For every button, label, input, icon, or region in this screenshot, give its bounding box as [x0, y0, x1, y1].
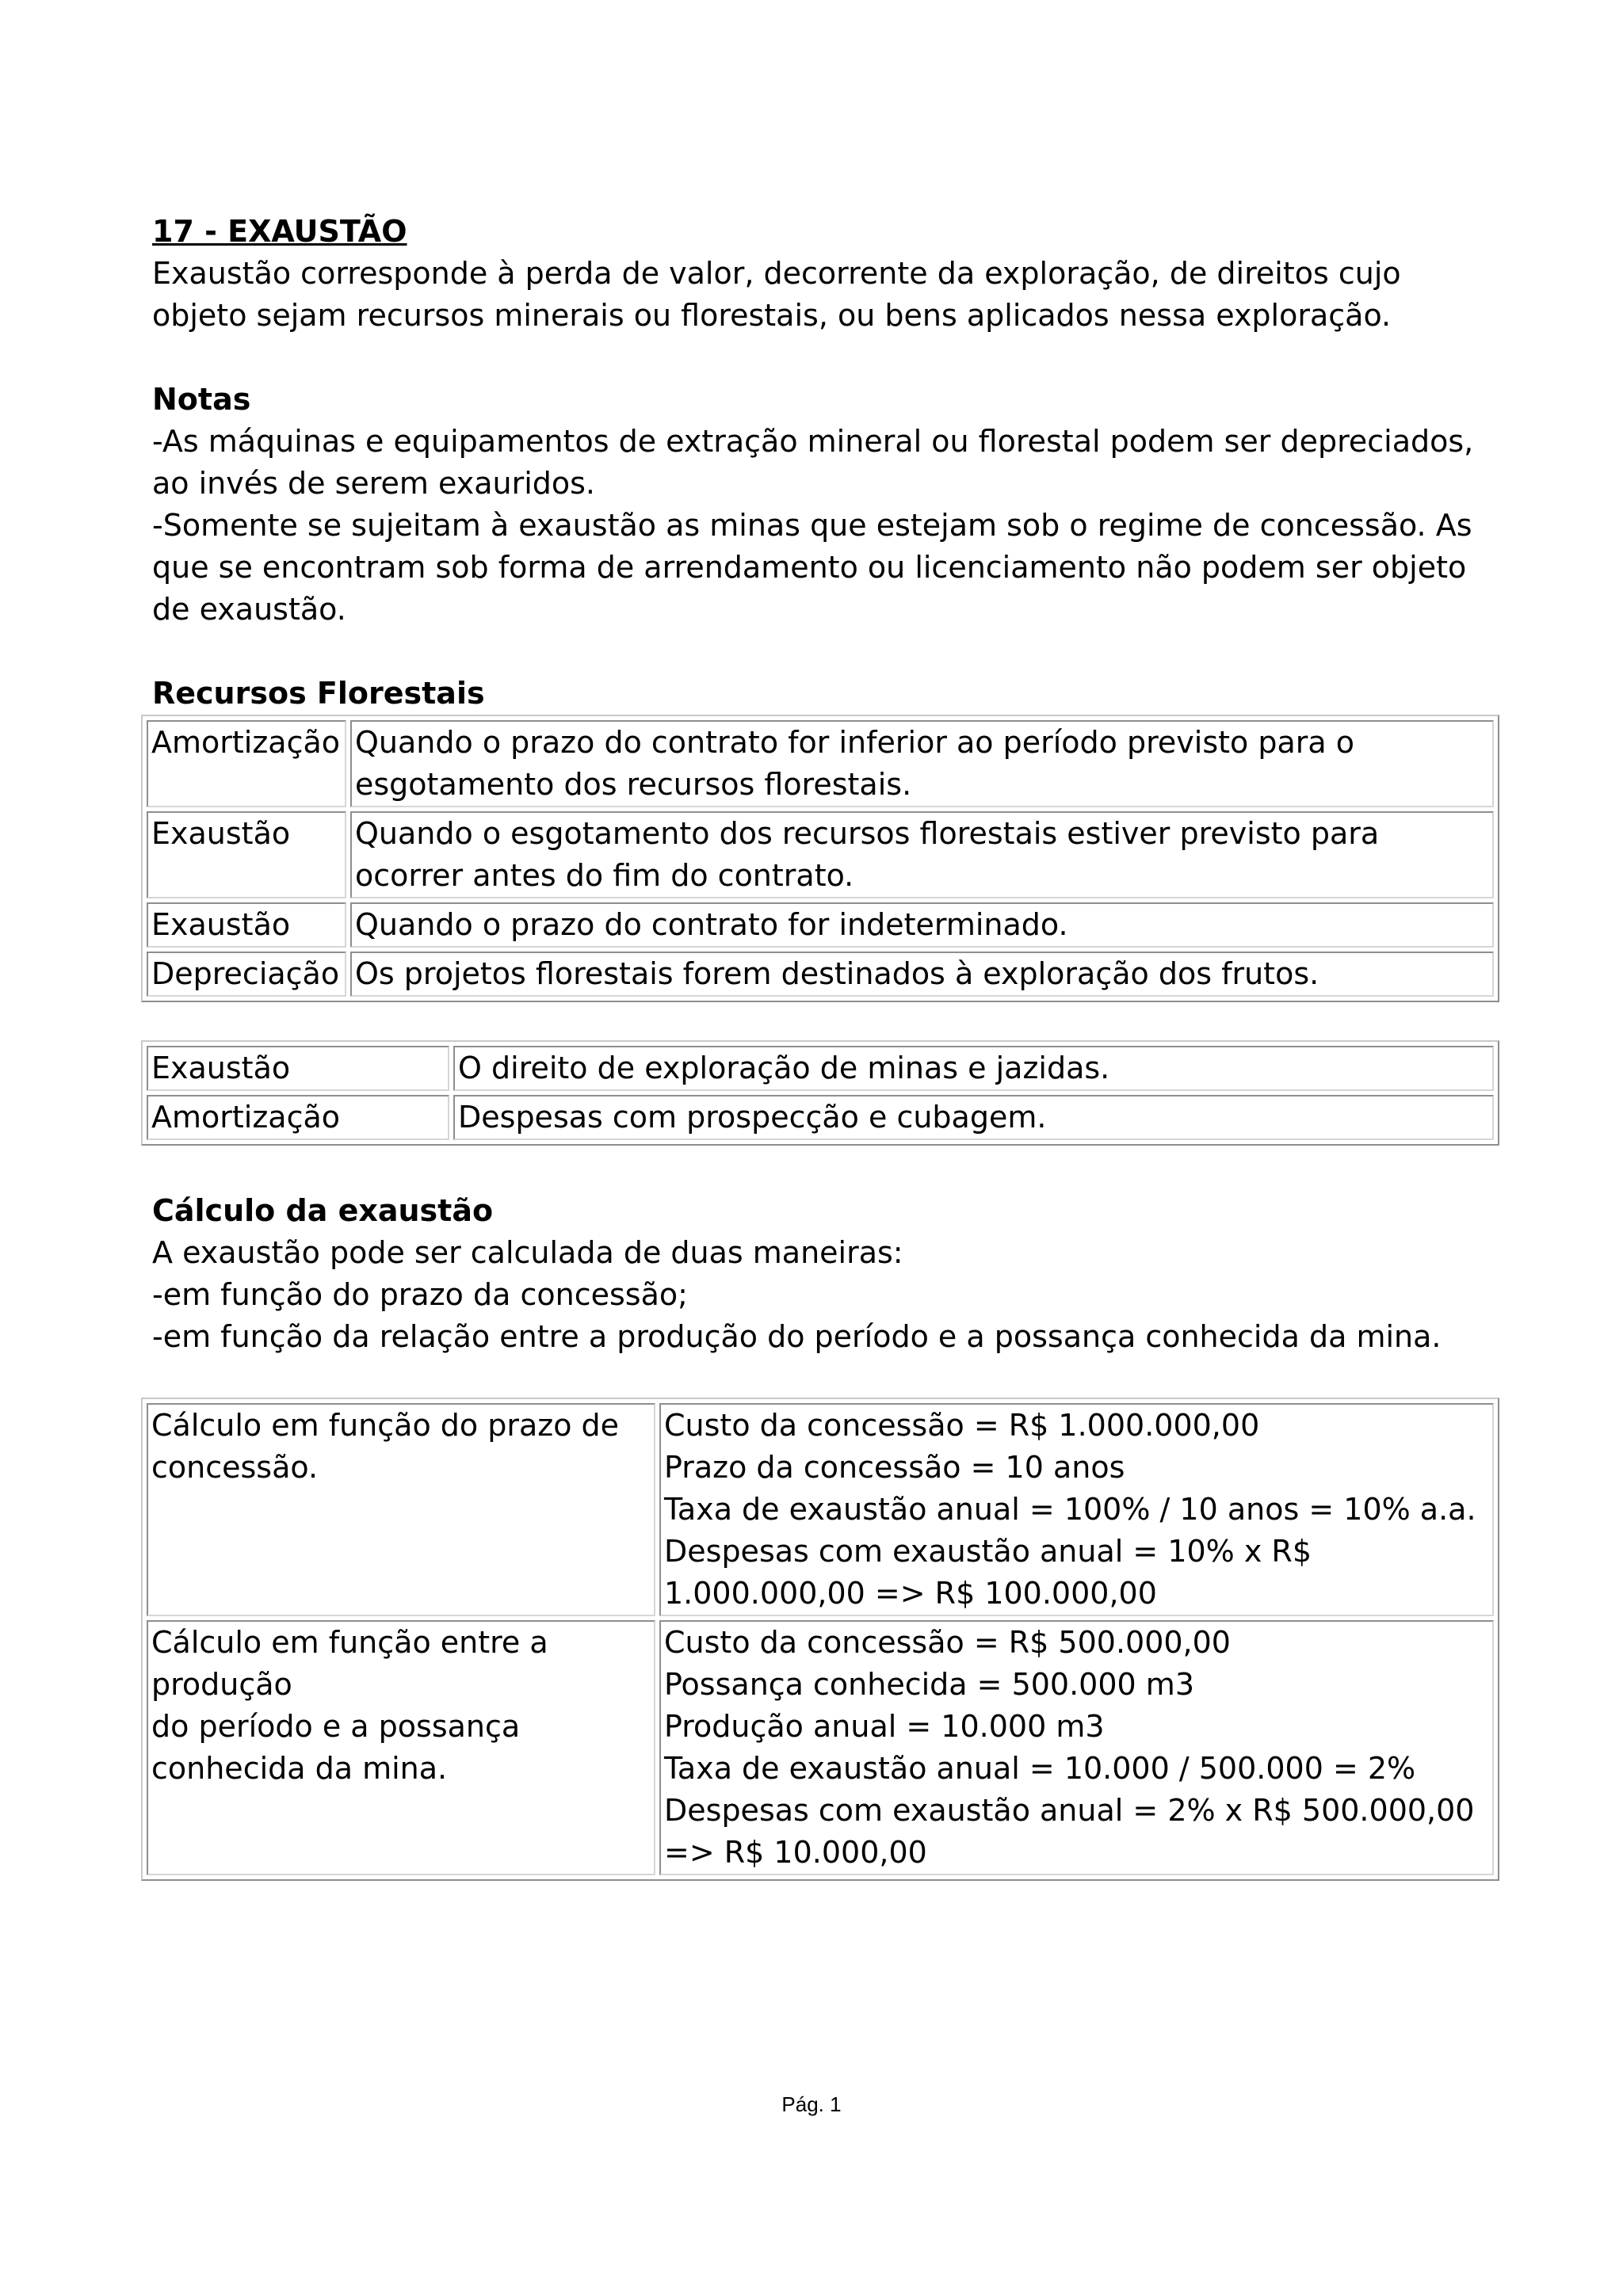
calculation-line: Possança conhecida = 500.000 m3 [664, 1667, 1194, 1702]
table-cell-method [147, 1403, 655, 1616]
calculation-line: Custo da concessão = R$ 1.000.000,00 [664, 1408, 1260, 1443]
calculation-line: Despesas com exaustão anual = 2% x R$ 500.000,00 => R$ 10.000,00 [664, 1793, 1475, 1870]
table-cell-term: Exaustão [147, 1046, 449, 1091]
table-cell-term: Amortização [147, 1095, 449, 1140]
nota-item: -Somente se sujeitam à exaustão as minas que estejam sob o regime de concessão. As que se encontram sob forma de arrendamento ou licenciamento não podem ser objeto de exaustão. [152, 508, 1472, 627]
method-label-line: do período e a possança conhecida da mina. [151, 1709, 521, 1786]
calculation-line: Taxa de exaustão anual = 100% / 10 anos = 10% a.a. [664, 1492, 1476, 1527]
table-row [147, 1403, 1494, 1616]
section-title: 17 - EXAUSTÃO [152, 214, 407, 249]
document-body [152, 211, 1491, 1881]
spacer [152, 1358, 1491, 1398]
table-row [147, 1046, 1494, 1091]
table-cell-description: Quando o prazo do contrato for indeterminado. [350, 902, 1494, 948]
table-cell-calculation [659, 1620, 1494, 1875]
calculation-line: Produção anual = 10.000 m3 [664, 1709, 1105, 1744]
method-label-line: Cálculo em função entre a produção [151, 1625, 548, 1702]
table-row [147, 1620, 1494, 1875]
recursos-florestais-table [141, 715, 1499, 1002]
minas-table [141, 1040, 1499, 1146]
table-row [147, 902, 1494, 948]
calculo-line: -em função do prazo da concessão; [152, 1277, 688, 1312]
table-cell-term: Depreciação [147, 952, 346, 997]
table-cell-description: Os projetos florestais forem destinados à exploração dos frutos. [350, 952, 1494, 997]
page-number: Pág. 1 [781, 2092, 842, 2116]
calculation-line: Taxa de exaustão anual = 10.000 / 500.000 = 2% [664, 1751, 1416, 1786]
table-cell-calculation [659, 1403, 1494, 1616]
table-cell-term: Amortização [147, 720, 346, 807]
table-row [147, 811, 1494, 898]
table-row [147, 1095, 1494, 1140]
method-label-line: Cálculo em função do prazo de concessão. [151, 1408, 620, 1485]
spacer [152, 1002, 1491, 1040]
calculo-table [141, 1398, 1499, 1881]
calculo-heading: Cálculo da exaustão [152, 1193, 494, 1228]
calculation-line: Despesas com exaustão anual = 10% x R$ 1.000.000,00 => R$ 100.000,00 [664, 1534, 1312, 1611]
calculation-line: Prazo da concessão = 10 anos [664, 1450, 1125, 1485]
table-cell-method [147, 1620, 655, 1875]
section-intro: Exaustão corresponde à perda de valor, decorrente da exploração, de direitos cujo objeto sejam recursos minerais ou florestais, ou bens aplicados nessa exploração. [152, 256, 1401, 333]
table-cell-description: Quando o prazo do contrato for inferior ao período previsto para o esgotamento dos recursos florestais. [350, 720, 1494, 807]
calculo-line: -em função da relação entre a produção do período e a possança conhecida da mina. [152, 1319, 1442, 1354]
calculo-line: A exaustão pode ser calculada de duas maneiras: [152, 1235, 903, 1270]
table-row [147, 952, 1494, 997]
nota-item: -As máquinas e equipamentos de extração mineral ou florestal podem ser depreciados, ao invés de serem exauridos. [152, 424, 1474, 501]
spacer [152, 631, 1491, 673]
table-cell-term: Exaustão [147, 811, 346, 898]
spacer [152, 337, 1491, 379]
table-row [147, 720, 1494, 807]
table-cell-description: O direito de exploração de minas e jazidas. [453, 1046, 1494, 1091]
table-cell-term: Exaustão [147, 902, 346, 948]
table-cell-description: Despesas com prospecção e cubagem. [453, 1095, 1494, 1140]
table-cell-description: Quando o esgotamento dos recursos florestais estiver previsto para ocorrer antes do fim do contrato. [350, 811, 1494, 898]
spacer [152, 1146, 1491, 1190]
calculation-line: Custo da concessão = R$ 500.000,00 [664, 1625, 1231, 1660]
recursos-florestais-heading: Recursos Florestais [152, 676, 485, 711]
notas-heading: Notas [152, 382, 251, 417]
